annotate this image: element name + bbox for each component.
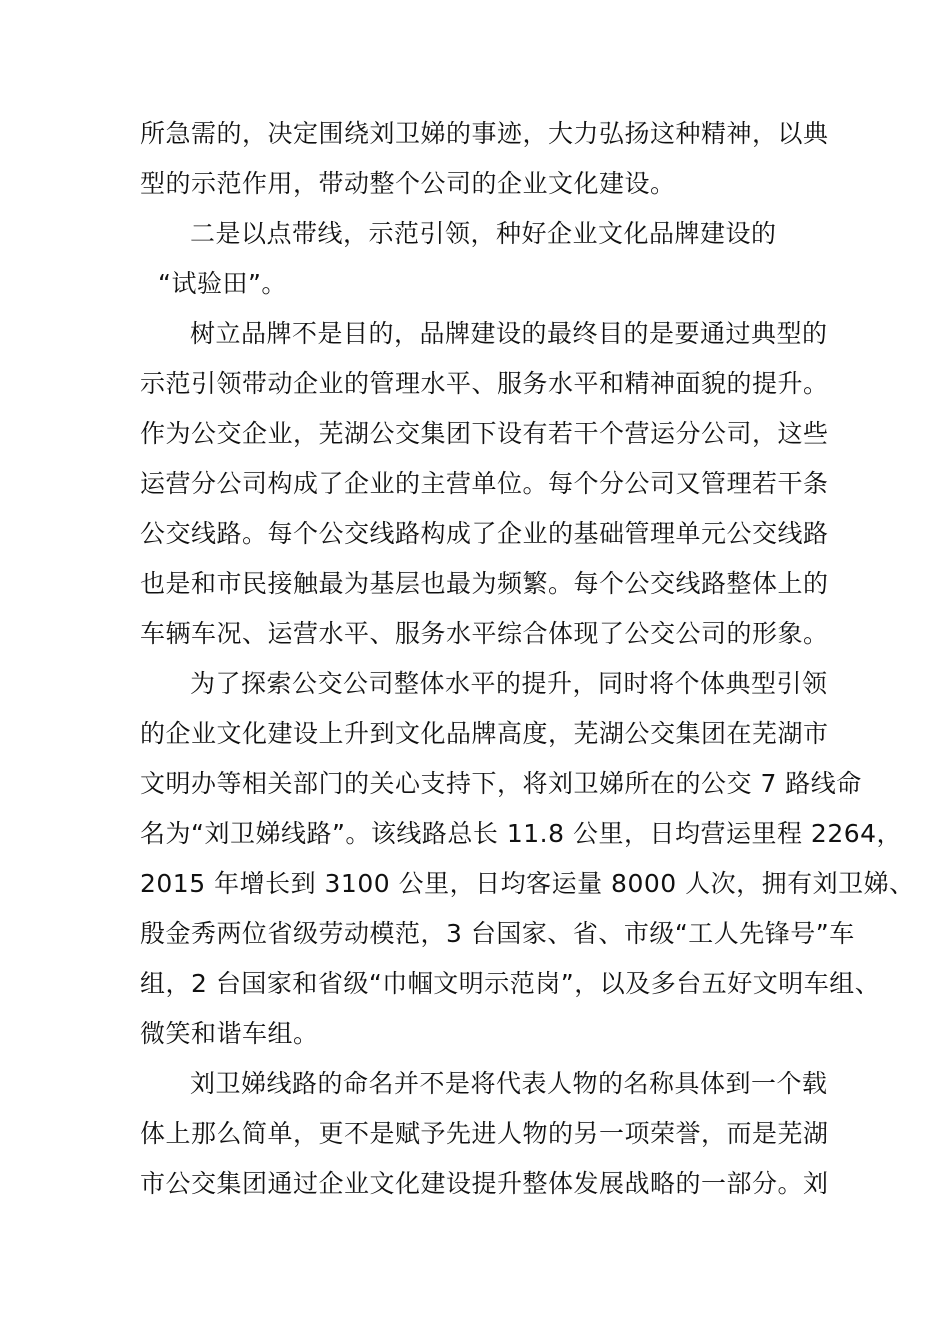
text-line: 示范引领带动企业的管理水平、服务水平和精神面貌的提升。	[140, 369, 829, 398]
text-line: 树立品牌不是目的，品牌建设的最终目的是要通过典型的	[190, 319, 828, 348]
text-line: 公交线路。每个公交线路构成了企业的基础管理单元公交线路	[140, 519, 829, 548]
text-line: 也是和市民接触最为基层也最为频繁。每个公交线路整体上的	[140, 569, 829, 598]
text-line: 2015 年增长到 3100 公里，日均客运量 8000 人次，拥有刘卫娣、	[140, 869, 915, 898]
text-line: 微笑和谐车组。	[140, 1019, 319, 1048]
text-line: 的企业文化建设上升到文化品牌高度，芜湖公交集团在芜湖市	[140, 719, 829, 748]
text-line: 殷金秀两位省级劳动模范，3 台国家、省、市级“工人先锋号”车	[140, 919, 855, 948]
text-line: 文明办等相关部门的关心支持下，将刘卫娣所在的公交 7 路线命	[140, 769, 862, 798]
text-line: 为了探索公交公司整体水平的提升，同时将个体典型引领	[190, 669, 828, 698]
text-line: 作为公交企业，芜湖公交集团下设有若干个营运分公司，这些	[140, 419, 829, 448]
text-line: 型的示范作用，带动整个公司的企业文化建设。	[140, 169, 676, 198]
text-line: 名为“刘卫娣线路”。该线路总长 11.8 公里，日均营运里程 2264，	[140, 819, 903, 848]
text-line: 车辆车况、运营水平、服务水平综合体现了公交公司的形象。	[140, 619, 829, 648]
text-line: 运营分公司构成了企业的主营单位。每个分公司又管理若干条	[140, 469, 829, 498]
text-line: “试验田”。	[158, 269, 287, 298]
text-line: 组，2 台国家和省级“巾帼文明示范岗”，以及多台五好文明车组、	[140, 969, 881, 998]
text-line: 刘卫娣线路的命名并不是将代表人物的名称具体到一个载	[190, 1069, 828, 1098]
text-line: 所急需的，决定围绕刘卫娣的事迹，大力弘扬这种精神，以典	[140, 119, 829, 148]
text-line: 体上那么简单，更不是赋予先进人物的另一项荣誉，而是芜湖	[140, 1119, 829, 1148]
text-line: 二是以点带线，示范引领，种好企业文化品牌建设的	[190, 219, 777, 248]
text-line: 市公交集团通过企业文化建设提升整体发展战略的一部分。刘	[140, 1169, 829, 1198]
